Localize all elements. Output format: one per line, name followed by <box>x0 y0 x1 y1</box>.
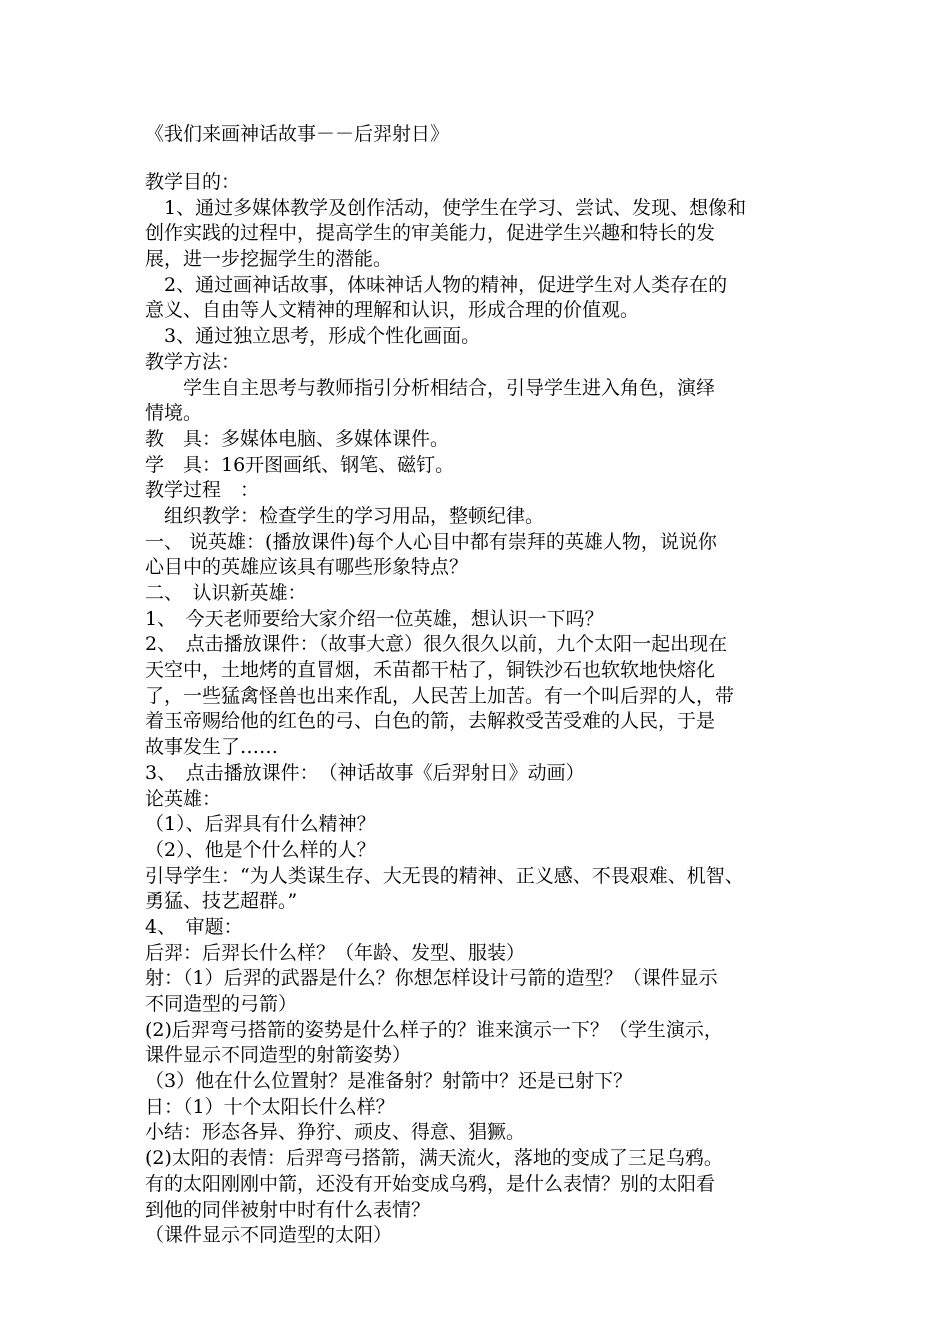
text-line: 天空中，土地烤的直冒烟，禾苗都干枯了，铜铁沙石也软软地快熔化 <box>145 659 716 682</box>
text-line: 学生自主思考与教师指引分析相结合，引导学生进入角色，演绎 <box>145 376 716 399</box>
text-line: 展，进一步挖掘学生的潜能。 <box>145 248 393 271</box>
text-line: （2）、他是个什么样的人？ <box>145 838 376 861</box>
text-line: 意义、自由等人文精神的理解和认识，形成合理的价值观。 <box>145 299 640 322</box>
text-line: 情境。 <box>145 402 203 425</box>
text-line: （课件显示不同造型的太阳） <box>145 1224 393 1247</box>
text-line: 教学过程 ： <box>145 479 260 502</box>
text-line: (2)后羿弯弓搭箭的姿势是什么样子的？谁来演示一下？（学生演示， <box>145 1018 723 1041</box>
text-line: 学 具：16开图画纸、钢笔、磁钉。 <box>145 453 455 476</box>
text-line: 勇猛、技艺超群。” <box>145 890 298 913</box>
text-line: 3、 点击播放课件： （神话故事《后羿射日》动画） <box>145 761 585 784</box>
text-line: 到他的同伴被射中时有什么表情？ <box>145 1198 431 1221</box>
text-line: 课件显示不同造型的射箭姿势） <box>145 1044 412 1067</box>
text-line: 教学目的： <box>145 171 241 193</box>
text-line: 后羿：后羿长什么样？（年龄、发型、服装） <box>145 941 526 964</box>
text-line: 2、 点击播放课件：（故事大意）很久很久以前，九个太阳一起出现在 <box>145 633 728 656</box>
text-line: 不同造型的弓箭） <box>145 993 298 1015</box>
text-line: 日：（1）十个太阳长什么样？ <box>145 1095 395 1118</box>
text-line: 着玉帝赐给他的红色的弓、白色的箭，去解救受苦受难的人民，于是 <box>145 710 716 733</box>
text-line: 3、通过独立思考，形成个性化画面。 <box>145 325 481 348</box>
text-line: 有的太阳刚刚中箭，还没有开始变成乌鸦，是什么表情？别的太阳看 <box>145 1172 716 1195</box>
text-line: 2、通过画神话故事，体味神话人物的精神，促进学生对人类存在的 <box>145 273 728 296</box>
text-line: (2)太阳的表情：后羿弯弓搭箭，满天流火，落地的变成了三足乌鸦。 <box>145 1147 723 1170</box>
text-line: 引导学生：“为人类谋生存、大无畏的精神、正义感、不畏艰难、机智、 <box>145 864 744 887</box>
text-line: 了，一些猛禽怪兽也出来作乱，人民苦上加苦。有一个叫后羿的人，带 <box>145 684 735 707</box>
text-line: 论英雄： <box>145 787 222 810</box>
text-line: 小结：形态各异、狰狞、顽皮、得意、猖獗。 <box>145 1121 526 1144</box>
text-line: 故事发生了…… <box>145 736 279 759</box>
text-line: 射：（1）后羿的武器是什么？你想怎样设计弓箭的造型？（课件显示 <box>145 967 718 990</box>
text-line: 组织教学：检查学生的学习用品，整顿纪律。 <box>145 504 545 527</box>
text-line: 心目中的英雄应该具有哪些形象特点？ <box>145 556 469 579</box>
text-line: 教学方法： <box>145 350 241 373</box>
text-line: （1）、后羿具有什么精神？ <box>145 813 376 836</box>
text-line: 4、 审题： <box>145 915 243 938</box>
text-line: 1、通过多媒体教学及创作活动，使学生在学习、尝试、发现、想像和 <box>145 196 747 219</box>
text-line: 一、 说英雄：(播放课件)每个人心目中都有崇拜的英雄人物，说说你 <box>145 530 717 553</box>
text-line: （3）他在什么位置射？是准备射？射箭中？还是已射下？ <box>145 1070 633 1093</box>
text-line: 二、 认识新英雄： <box>145 582 307 604</box>
document-body <box>145 170 825 1249</box>
document-title: 《我们来画神话故事－－后羿射日》 <box>145 123 450 145</box>
text-line: 教 具：多媒体电脑、多媒体课件。 <box>145 427 450 450</box>
text-line: 1、 今天老师要给大家介绍一位英雄，想认识一下吗？ <box>145 607 604 630</box>
text-line: 创作实践的过程中，提高学生的审美能力，促进学生兴趣和特长的发 <box>145 222 716 245</box>
